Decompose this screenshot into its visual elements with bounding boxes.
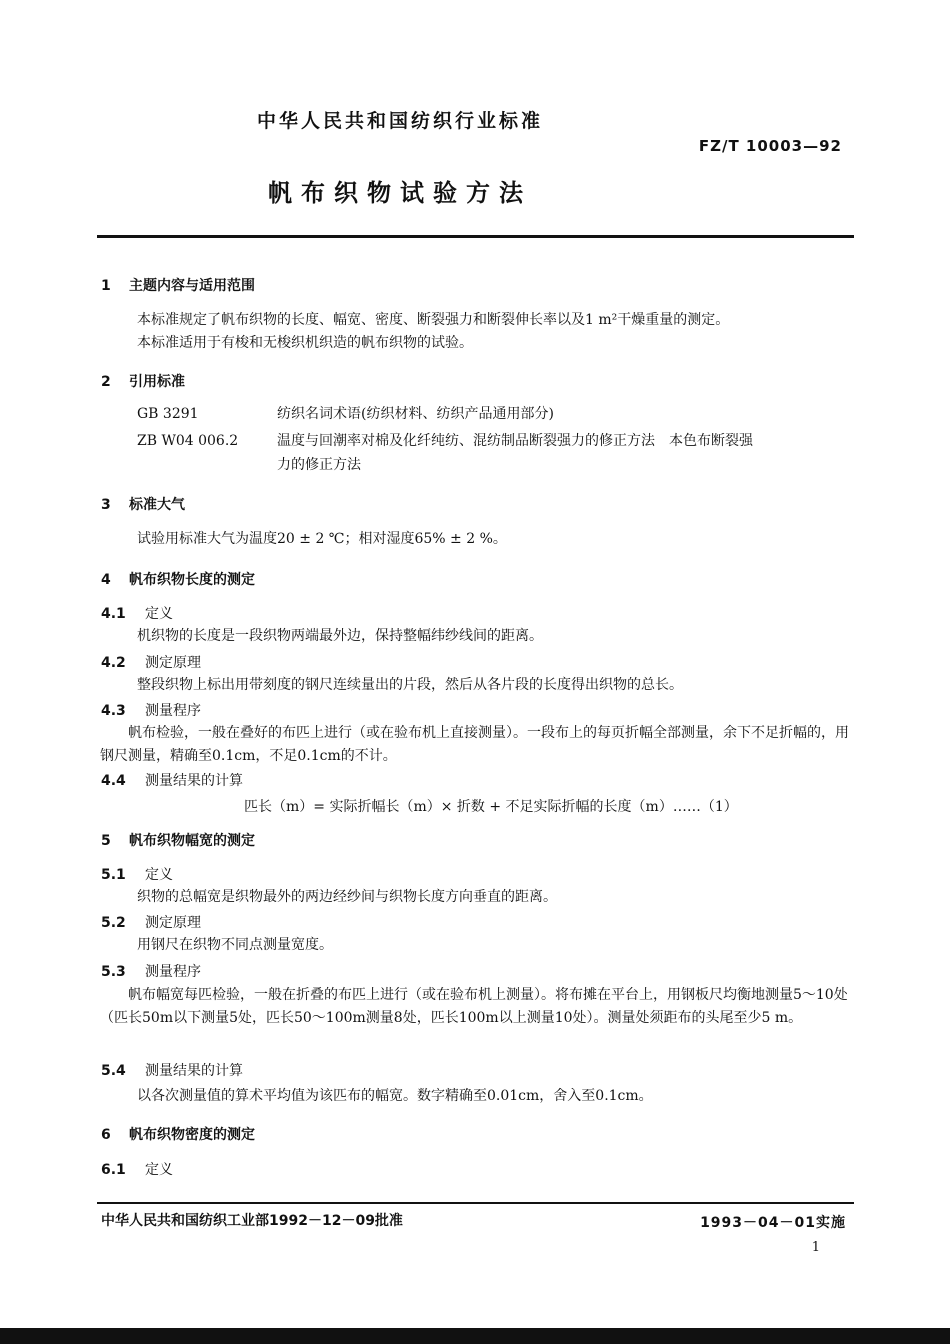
- section-4-1-heading: 4.1 定义: [101, 606, 173, 622]
- section-3-heading: 3 标准大气: [101, 497, 185, 513]
- effective-date: 1993－04－01实施: [700, 1215, 846, 1231]
- section-5-1-text: 织物的总幅宽是织物最外的两边经纱间与织物长度方向垂直的距离。: [137, 889, 557, 905]
- section-5-3-heading: 5.3 测量程序: [101, 964, 201, 980]
- section-2-heading: 2 引用标准: [101, 374, 185, 390]
- page-number: 1: [811, 1240, 820, 1255]
- section-4-heading: 4 帆布织物长度的测定: [101, 572, 255, 588]
- section-1-paragraph-1: 本标准规定了帆布织物的长度、幅宽、密度、断裂强力和断裂伸长率以及1 m²干燥重量的测定。: [137, 312, 730, 328]
- reference-zbw04: ZB W04 006.2 温度与回潮率对棉及化纤纯纺、混纺制品断裂强力的修正方法 本色布断裂强: [137, 433, 753, 449]
- section-4-4-heading: 4.4 测量结果的计算: [101, 773, 243, 789]
- section-4-2-heading: 4.2 测定原理: [101, 655, 201, 671]
- standard-code: FZ/T 10003—92: [698, 137, 842, 155]
- section-1-paragraph-2: 本标准适用于有梭和无梭织机织造的帆布织物的试验。: [137, 335, 473, 351]
- length-formula: 匹长（m）= 实际折幅长（m）× 折数 + 不足实际折幅的长度（m）……（1）: [244, 799, 738, 815]
- approval-date: 中华人民共和国纺织工业部1992－12－09批准: [101, 1213, 403, 1229]
- reference-gb3291: GB 3291 纺织名词术语(纺织材料、纺织产品通用部分): [137, 406, 554, 422]
- section-3-paragraph: 试验用标准大气为温度20 ± 2 ℃；相对湿度65% ± 2 %。: [137, 531, 507, 547]
- reference-zbw04-continued: 力的修正方法: [277, 457, 361, 473]
- section-5-2-heading: 5.2 测定原理: [101, 915, 201, 931]
- document-title: 帆布织物试验方法: [268, 179, 532, 207]
- section-4-1-text: 机织物的长度是一段织物两端最外边，保持整幅纬纱线间的距离。: [137, 628, 543, 644]
- section-5-4-text: 以各次测量值的算术平均值为该匹布的幅宽。数字精确至0.01cm，舍入至0.1cm。: [137, 1088, 653, 1104]
- section-4-2-text: 整段织物上标出用带刻度的钢尺连续量出的片段，然后从各片段的长度得出织物的总长。: [137, 677, 683, 693]
- section-4-3-heading: 4.3 测量程序: [101, 703, 201, 719]
- section-4-3-text: 帆布检验，一般在叠好的布匹上进行（或在验布机上直接测量）。一段布上的每页折幅全部测量，余下不足折幅的，用钢尺测量，精确至0.1cm，不足0.1cm的不计。: [100, 725, 849, 764]
- org-standard-title: 中华人民共和国纺织行业标准: [256, 110, 543, 132]
- footer-rule: [97, 1202, 854, 1204]
- section-6-1-heading: 6.1 定义: [101, 1162, 173, 1178]
- section-5-2-text: 用钢尺在织物不同点测量宽度。: [137, 937, 333, 953]
- header-rule: [97, 235, 854, 238]
- scan-bottom-edge: [0, 1328, 950, 1344]
- section-5-3-text: 帆布幅宽每匹检验，一般在折叠的布匹上进行（或在验布机上测量）。将布摊在平台上，用钢板尺均衡地测量5～10处（匹长50m以下测量5处，匹长50～100m测量8处，匹长100m以上测量10处）。测量处须距布的头尾至少5 m。: [100, 987, 848, 1026]
- section-5-1-heading: 5.1 定义: [101, 867, 173, 883]
- section-6-heading: 6 帆布织物密度的测定: [101, 1127, 255, 1143]
- section-5-heading: 5 帆布织物幅宽的测定: [101, 833, 255, 849]
- section-1-heading: 1 主题内容与适用范围: [101, 278, 255, 294]
- section-5-4-heading: 5.4 测量结果的计算: [101, 1063, 243, 1079]
